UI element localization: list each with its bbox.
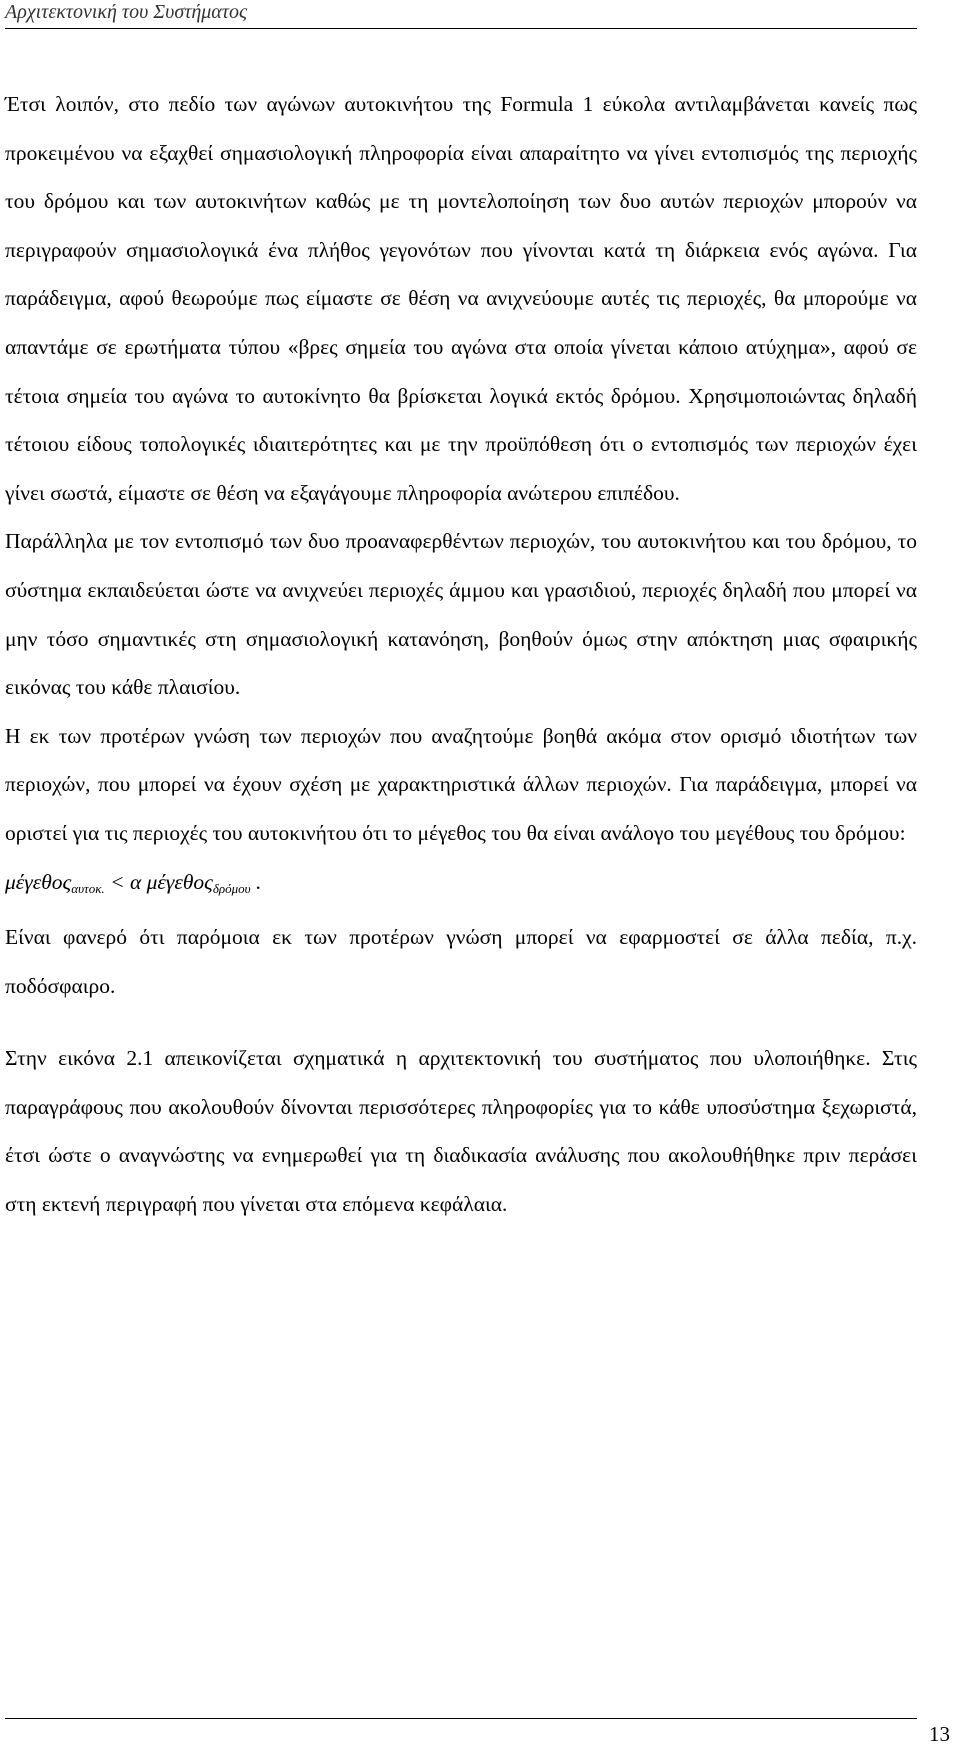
footer-divider — [5, 1718, 917, 1719]
paragraph-gap — [5, 1010, 917, 1034]
paragraph-architecture-figure: Στην εικόνα 2.1 απεικονίζεται σχηματικά η αρχιτεκτονική του συστήματος που υλοποιήθηκε. Στις παραγράφους που ακολουθούν δίνονται περισσότερες πληροφορίες για το κάθε υποσύστημα ξεχωριστά, έτσι ώστε ο αναγνώστης να ενημερωθεί για τη διαδικασία ανάλυσης που ακολουθήθηκε πριν περάσει στη εκτενή περιγραφή που γίνεται στα επόμενα κεφάλαια. — [5, 1046, 917, 1217]
formula-rhs: μέγεθος — [146, 869, 213, 894]
size-formula — [5, 858, 917, 914]
paragraph-prior-knowledge: Η εκ των προτέρων γνώση των περιοχών που αναζητούμε βοηθά ακόμα στον ορισμό ιδιοτήτων των περιοχών, που μπορεί να έχουν σχέση με χαρακτηριστικά άλλων περιοχών. Για παράδειγμα, μπορεί να οριστεί για τις περιοχές του αυτοκινήτου ότι το μέγεθος του θα είναι ανάλογο του μεγέθους του δρόμου: — [5, 723, 917, 845]
page-header — [5, 0, 917, 29]
formula-rhs-subscript: δρόμου — [212, 880, 251, 896]
formula-lhs: μέγεθος — [5, 869, 72, 894]
running-header-title: Αρχιτεκτονική του Συστήματος — [5, 1, 248, 23]
paragraph-formula-one: Έτσι λοιπόν, στο πεδίο των αγώνων αυτοκινήτου της Formula 1 εύκολα αντιλαμβάνεται κανείς πως προκειμένου να εξαχθεί σημασιολογική πληροφορία είναι απαραίτητο να γίνει εντοπισμός της περιοχής του δρόμου και των αυτοκινήτων καθώς με τη μοντελοποίηση των δυο αυτών περιοχών μπορούν να περιγραφούν σημασιολογικά ένα πλήθος γεγονότων που γίνονται κατά τη διάρκεια ενός αγώνα. Για παράδειγμα, αφού θεωρούμε πως είμαστε σε θέση να ανιχνεύουμε αυτές τις περιοχές, θα μπορούμε να απαντάμε σε ερωτήματα τύπου «βρες σημεία του αγώνα στα οποία γίνεται κάποιο ατύχημα», αφού σε τέτοια σημεία του αγώνα το αυτοκίνητο θα βρίσκεται λογικά εκτός δρόμου. Χρησιμοποιώντας δηλαδή τέτοιου είδους τοπολογικές ιδιαιτερότητες και με την προϋπόθεση ότι ο εντοπισμός των περιοχών έχει γίνει σωστά, είμαστε σε θέση να εξαγάγουμε πληροφορία ανώτερου επιπέδου. — [5, 92, 917, 505]
page-number: 13 — [929, 1722, 950, 1746]
paragraph-sand-grass: Παράλληλα με τον εντοπισμό των δυο προαναφερθέντων περιοχών, του αυτοκινήτου και του δρόμου, το σύστημα εκπαιδεύεται ώστε να ανιχνεύει περιοχές άμμου και γρασιδιού, περιοχές δηλαδή που μπορεί να μην τόσο σημαντικές στη σημασιολογική κατανόηση, βοηθούν όμως στην απόκτηση μιας σφαιρικής εικόνας του κάθε πλαισίου. — [5, 529, 917, 700]
formula-end: . — [250, 869, 262, 894]
paragraph-other-domains: Είναι φανερό ότι παρόμοια εκ των προτέρων γνώση μπορεί να εφαρμοστεί σε άλλα πεδία, π.χ. ποδόσφαιρο. — [5, 925, 917, 998]
document-body — [5, 80, 917, 1229]
formula-operator: < α — [104, 869, 147, 894]
formula-lhs-subscript: αυτοκ. — [71, 880, 105, 896]
